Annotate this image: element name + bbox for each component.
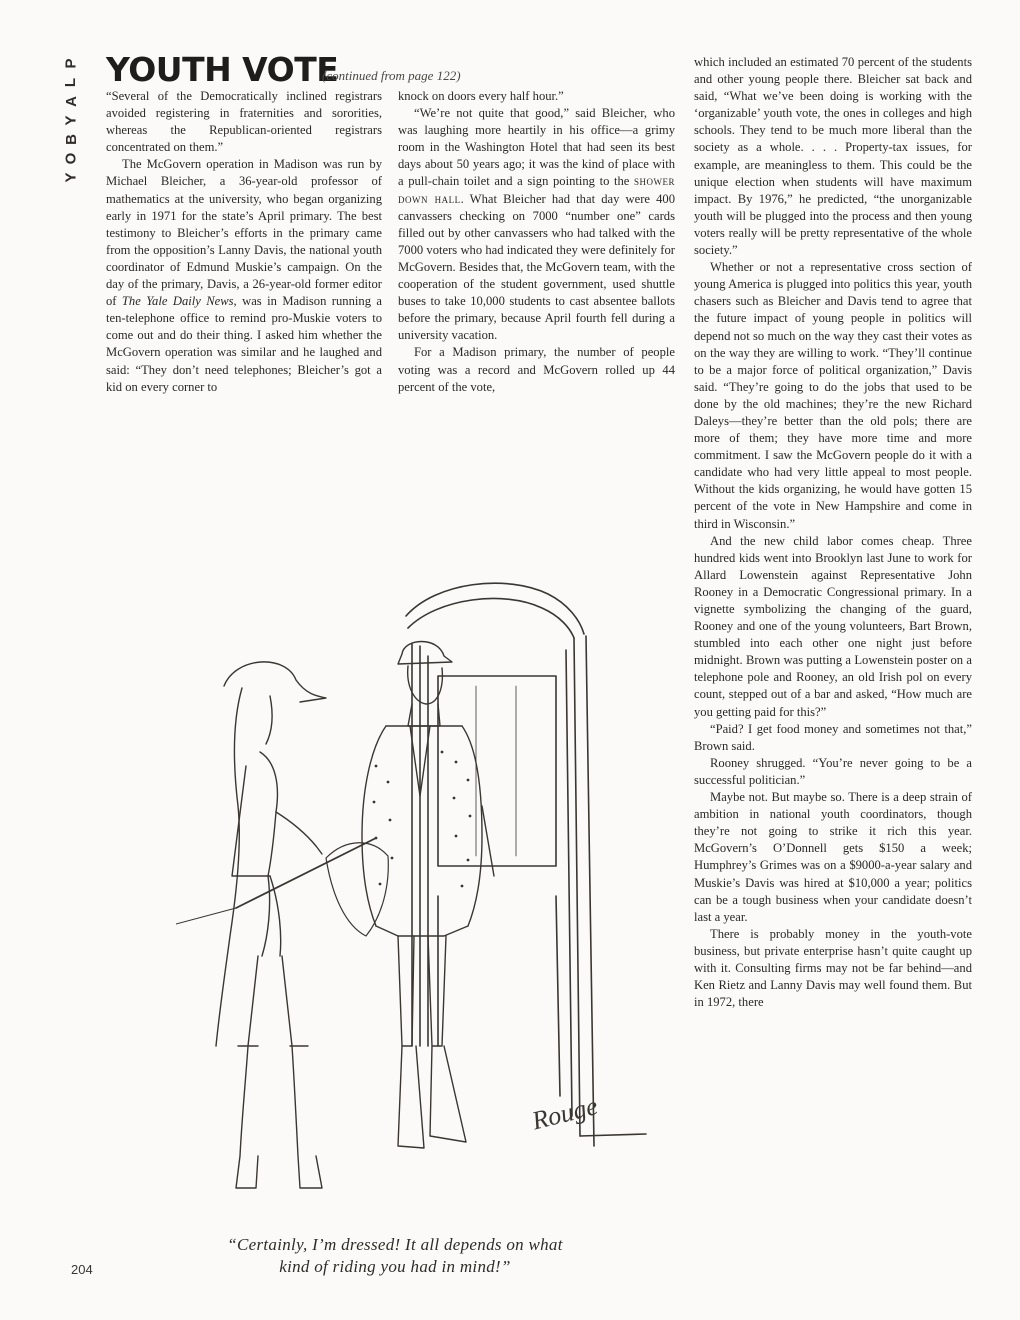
paragraph: [106, 156, 382, 395]
masthead-vertical: [60, 54, 82, 187]
caption-line: kind of riding you had in mind!”: [279, 1257, 511, 1276]
masthead-letter: B: [62, 134, 80, 145]
paragraph: And the new child labor comes cheap. Three hundred kids went into Brooklyn last June to work for Allard Lowenstein against Representative John Rooney in a Democratic Congressional primary. In a vignette symbolizing the changing of the guard, Rooney and one of the young volunteers, Bart Brown, stumbled into each other one night just before midnight. Brown was putting a Lowenstein poster on a telephone pole and Rooney, an old Irish pol on every count, stepped out of a bar and asked, “How much are you getting paid for this?”: [694, 533, 972, 719]
paragraph-text: , was in Madison running a ten-telephone office to remind pro-Muskie voters to come out and do their thing. I asked him whether the McGovern operation was similar and he laughed and said: “They don’t need telephones; Bleicher’s got a kid on every corner to: [106, 294, 382, 394]
article-headline: YOUTH VOTE: [106, 50, 339, 89]
paragraph-text: “We’re not quite that good,” said Bleicher, who was laughing more heartily in his office—a grimy room in the Washington Hotel that had seen its best days about 50 years ago; it was the kind of place with a pull-chain toilet and a sign pointing to the: [398, 106, 675, 189]
cartoon-caption: [160, 1234, 630, 1278]
text-column-2: [398, 88, 675, 396]
publication-name: The Yale Daily News: [121, 294, 234, 309]
jacket-pattern: [373, 751, 472, 888]
masthead-letter: L: [62, 77, 80, 88]
headline-row: [106, 52, 666, 92]
paragraph: For a Madison primary, the number of people voting was a record and McGovern rolled up 44 percent of the vote,: [398, 345, 675, 394]
paragraph: which included an estimated 70 percent of the students and other young people there. Bleicher sat back and said, “What we’ve been doing is working with the ‘organizable’ youth vote, the ones in colleges and high schools. They tend to be much more liberal than the society as a whole. . . . Property-tax issues, for example, are meaningless to them. This could be the unique election when students will have maximum impact. By 1976,” he predicted, “the unorganizable youth will be plugged into the process and then young voters really will be pretty representative of the whole society.”: [694, 55, 972, 258]
paragraph-text: . What Bleicher had that day were 400 canvassers checking on 7000 “number one” cards filled out by other canvassers who had talked with the 7000 voters who had indicated they were definitely for McGovern. Besides that, the McGovern team, with the cooperation of the student government, used shuttle buses to take 10,000 students to cast absentee ballots before the primary, because April fourth fell during a university vacation.: [398, 191, 676, 343]
masthead-letter: P: [62, 58, 80, 69]
paragraph: Rooney shrugged. “You’re never going to be a successful politician.”: [694, 755, 972, 787]
masthead-letter: Y: [62, 115, 80, 126]
paragraph: knock on doors every half hour.”: [398, 89, 564, 103]
masthead-letter: A: [62, 96, 80, 107]
text-column-1: [106, 88, 382, 396]
paragraph: There is probably money in the youth-vote business, but private enterprise hasn’t quite caught up with it. Consulting firms may not be far behind—and Ken Rietz and Lanny Davis may well found them. But in 1972, there: [694, 926, 972, 1010]
page-number: 204: [71, 1262, 93, 1277]
continued-note: (continued from page 122): [322, 68, 461, 83]
paragraph: [398, 105, 675, 344]
paragraph: “Paid? I get food money and sometimes not that,” Brown said.: [694, 721, 972, 753]
woman-figure: [176, 662, 376, 1188]
masthead-letter: O: [62, 152, 80, 165]
paragraph: Whether or not a representative cross section of young America is plugged into politics this year, youth chasers such as Bleicher and Davis tend to agree that the future impact of young people in politics will depend not so much on the way they cast their votes as on the way they are willing to work. “They’ll continue to be a major force of political organization,” Davis said. “They’re going to do the jobs that used to be done by the old machines; they’re the new Richard Daleys—they’re better than the old pols; there are more of them; they have more time and more commitment. I saw the McGovern people do it with a candidate who had very little appeal to most people. Without the kids organizing, he would have gotten 15 percent of the vote in New Hampshire and come in third in Wisconsin.”: [694, 260, 972, 531]
cartoon-illustration: [176, 576, 652, 1226]
paragraph: Maybe not. But maybe so. There is a deep strain of ambition in national youth coordinators, though they’re not going to strike it rich this year. McGovern’s O’Donnell gets $150 a week; Humphrey’s Grimes was on a $9000-a-year salary and Muskie’s Davis was hired at $10,000 a year; politics can be a tough business when your candidate doesn’t last a year.: [694, 790, 972, 924]
sign-text: shower down hall: [398, 174, 675, 206]
paragraph-text: The McGovern operation in Madison was run by Michael Bleicher, a 36-year-old professor of mathematics at the university, who began organizing early in 1971 for the state’s April primary. The best testimony to Bleicher’s efforts in the primary came from the opposition’s Lanny Davis, the national youth coordinator of Edmund Muskie’s campaign. On the day of the primary, Davis, a 26-year-old former editor of: [106, 157, 382, 309]
caption-line: “Certainly, I’m dressed! It all depends on what: [227, 1235, 563, 1254]
text-column-3: [694, 54, 972, 1011]
man-figure: [326, 642, 494, 1149]
masthead-letter: Y: [62, 172, 80, 183]
artist-signature: Rouge: [529, 1091, 601, 1136]
paragraph: “Several of the Democratically inclined registrars avoided registering in fraternities and sororities, whereas the Republican-oriented registrars concentrated on them.”: [106, 89, 382, 155]
